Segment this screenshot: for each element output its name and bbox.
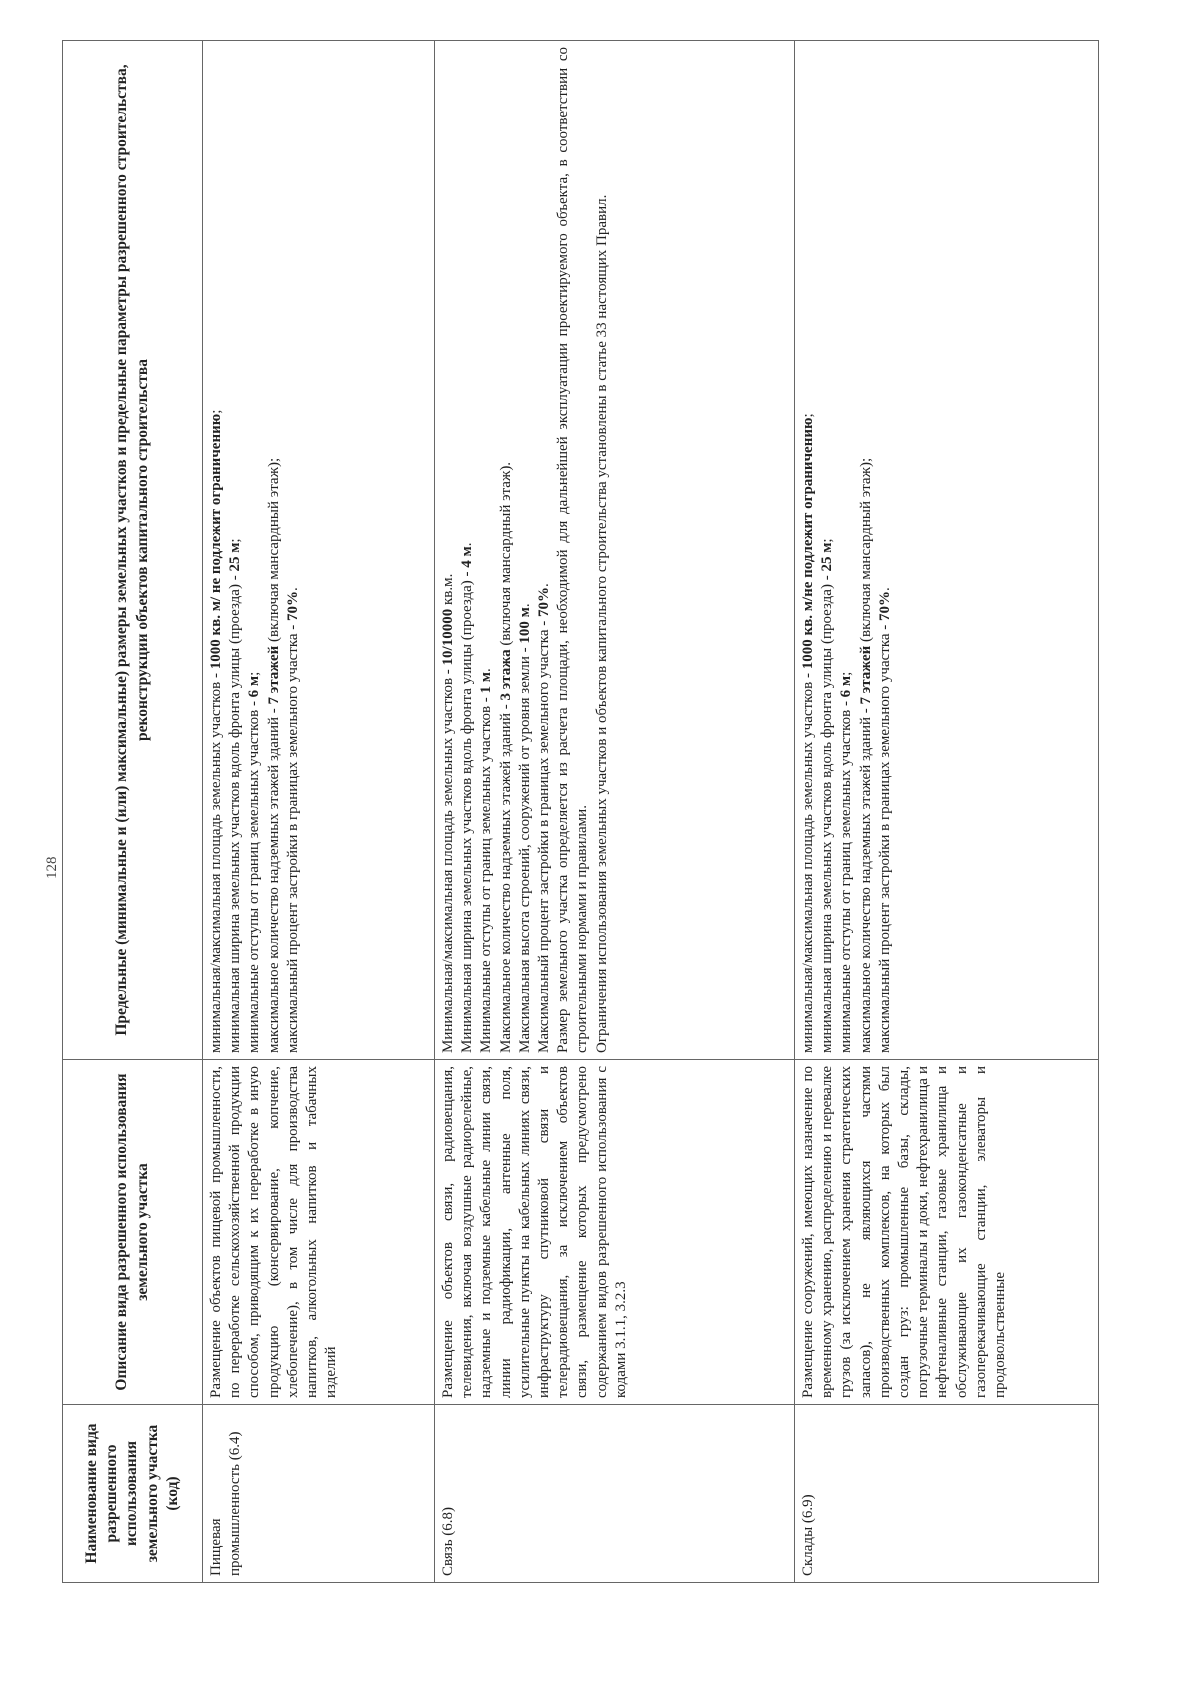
param-suffix: (включая мансардный этаж);	[265, 457, 282, 646]
param-text: Размер земельного участка определяется из расчета площади, необходимой для дальнейшей эксплуатации проектируемого объекта, в соответствии со строительными нормами и правилами.	[555, 47, 591, 1053]
param-line	[439, 47, 458, 1053]
row-params	[795, 41, 1099, 1060]
table-header-row	[63, 41, 203, 1583]
param-suffix: ;	[227, 538, 244, 543]
row-params	[203, 41, 435, 1060]
param-value: 1 м	[478, 672, 495, 694]
param-value: 25 м	[227, 542, 244, 572]
param-text: минимальная/максимальная площадь земельных участков -	[800, 669, 816, 1053]
param-suffix: ;	[800, 413, 816, 418]
row-description: Размещение объектов пищевой промышленности, по переработке сельскохозяйственной продукции способом, приводящим к их переработке в иную продукцию (консервирование, копчение, хлебопечение), в том числе для производства напитков, алкогольных напитков и табачных изделий	[203, 1060, 435, 1405]
row-name: Пищевая промышленность (6.4)	[203, 1405, 435, 1583]
param-value: 70%	[284, 590, 301, 621]
param-value: 10/10000	[440, 608, 456, 666]
param-text: Максимальная высота строений, сооружений от уровня земли -	[516, 643, 533, 1053]
param-value: 7 этажей	[857, 645, 874, 705]
param-text: Минимальная ширина земельных участков вдоль фронта улицы (проезда) -	[459, 567, 476, 1053]
param-value: 4 м	[459, 546, 476, 568]
param-suffix: (включая мансардный этаж);	[857, 457, 874, 646]
header-description: Описание вида разрешенного использования земельного участка	[63, 1060, 203, 1405]
header-name: Наименование вида разрешенного использования земельного участка (код)	[63, 1405, 203, 1583]
table-row	[795, 41, 1099, 1583]
param-value: 7 этажей	[265, 645, 282, 705]
param-line	[876, 47, 895, 1053]
param-line	[837, 47, 856, 1053]
row-name: Склады (6.9)	[795, 1405, 1099, 1583]
param-value: 6 м	[246, 675, 263, 698]
param-value: 6 м	[838, 675, 855, 698]
param-line	[265, 47, 284, 1053]
param-text: максимальное количество надземных этажей зданий -	[857, 704, 874, 1053]
row-description: Размещение объектов связи, радиовещания, телевидения, включая воздушные радиорелейные, надземные и подземные кабельные линии связи, линии радиофикации, антенные поля, усилительные пункты на кабельных линиях связи, инфраструктуру спутниковой связи и телерадиовещания, за исключением объектов связи, размещение которых предусмотрено содержанием видов разрешенного использования с кодами 3.1.1, 3.2.3	[435, 1060, 795, 1405]
header-params: Предельные (минимальные и (или) максимальные) размеры земельных участков и предельные параметры разрешенного строительства, реконструкции объектов капитального строительства	[63, 41, 203, 1060]
param-suffix: .	[535, 583, 552, 588]
table-row	[203, 41, 435, 1583]
land-use-table	[62, 40, 1099, 1583]
row-name: Связь (6.8)	[435, 1405, 795, 1583]
table-row	[435, 41, 795, 1583]
param-text: минимальная ширина земельных участков вдоль фронта улицы (проезда) -	[819, 571, 836, 1053]
param-line	[593, 47, 612, 1053]
param-line	[535, 47, 554, 1053]
param-text: Ограничения использования земельных участков и объектов капитального строительства установлены в статье 33 настоящих Правил.	[593, 194, 610, 1053]
param-line	[207, 47, 226, 1053]
param-suffix: кв.м.	[440, 573, 456, 609]
param-text: Минимальные отступы от границ земельных участков -	[478, 693, 495, 1053]
param-value: 70%	[876, 590, 893, 621]
param-suffix: .	[876, 587, 893, 591]
param-line	[799, 47, 818, 1053]
row-params	[435, 41, 795, 1060]
param-text: минимальные отступы от границ земельных участков -	[838, 697, 855, 1053]
param-value: 1000 кв. м/ не подлежит ограничению	[208, 413, 224, 670]
param-line	[477, 47, 496, 1053]
param-text: минимальные отступы от границ земельных участков -	[246, 697, 263, 1053]
param-text: максимальный процент застройки в границах земельного участка -	[876, 620, 893, 1053]
param-value: 3 этажа	[497, 649, 514, 701]
param-text: минимальная/максимальная площадь земельных участков -	[208, 669, 224, 1053]
param-line	[245, 47, 264, 1053]
param-text: минимальная ширина земельных участков вдоль фронта улицы (проезда) -	[227, 571, 244, 1053]
param-suffix: .	[284, 587, 301, 591]
param-line	[458, 47, 477, 1053]
param-line	[497, 47, 516, 1053]
param-text: Максимальное количество надземных этажей зданий -	[497, 700, 514, 1053]
param-text: Минимальная/максимальная площадь земельных участков -	[440, 665, 456, 1053]
param-suffix: .	[516, 603, 533, 608]
param-line	[516, 47, 535, 1053]
page-number: 128	[44, 856, 60, 879]
param-line	[284, 47, 303, 1053]
param-suffix: .	[478, 668, 495, 672]
param-line	[818, 47, 837, 1053]
param-value: 70%	[535, 587, 552, 618]
param-text: максимальное количество надземных этажей зданий -	[265, 704, 282, 1053]
param-suffix: (включая мансардный этаж).	[497, 461, 514, 650]
param-line	[857, 47, 876, 1053]
param-suffix: .	[459, 542, 476, 547]
param-line	[226, 47, 245, 1053]
param-text: Максимальный процент застройки в границах земельного участка -	[535, 617, 552, 1053]
param-text: максимальный процент застройки в границах земельного участка -	[284, 620, 301, 1053]
row-description: Размещение сооружений, имеющих назначение по временному хранению, распределению и перевалке грузов (за исключением хранения стратегических запасов), не являющихся частями производственных комплексов, на которых был создан груз: промышленные базы, склады, погрузочные терминалы и доки, нефтехранилища и нефтеналивные станции, газовые хранилища и обслуживающие их газоконденсатные и газоперекачивающие станции, элеваторы и продовольственные	[795, 1060, 1099, 1405]
param-suffix: ;	[208, 409, 224, 414]
param-line	[554, 47, 592, 1053]
param-suffix: ;	[838, 671, 855, 676]
param-value: 1000 кв. м/не подлежит ограничению	[800, 417, 816, 670]
param-suffix: ;	[246, 671, 263, 676]
param-suffix: ;	[819, 538, 836, 543]
param-value: 25 м	[819, 542, 836, 572]
param-value: 100 м	[516, 607, 533, 644]
